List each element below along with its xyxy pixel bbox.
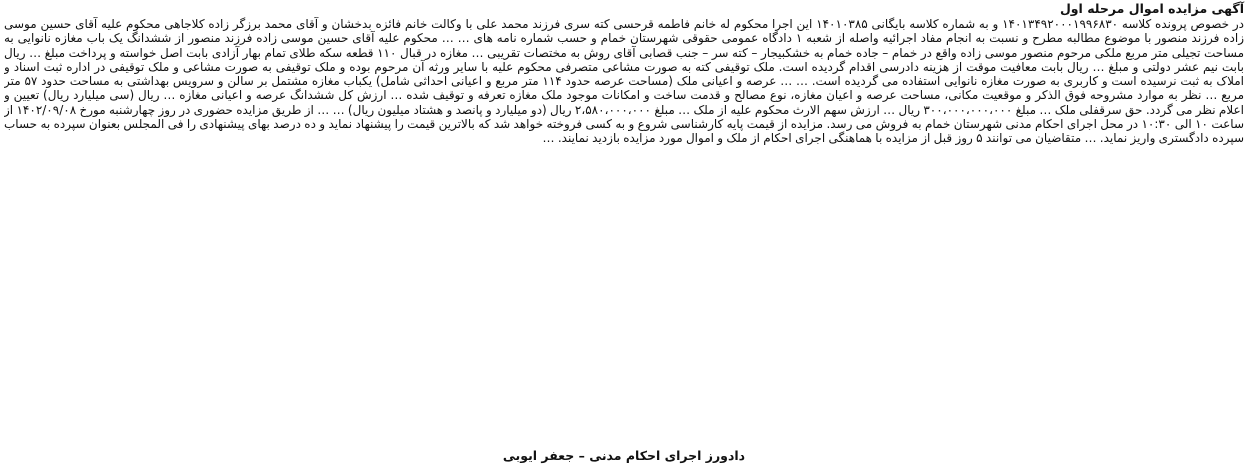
- notice-signature: دادورز اجرای احکام مدنی – جعفر ایوبی: [502, 448, 746, 463]
- notice-paragraph: در خصوص پرونده کلاسه ۱۴۰۱۳۴۹۲۰۰۰۱۹۹۶۸۳۰ و به شماره کلاسه بایگانی ۱۴۰۱۰۳۸۵ این اجرا محکوم له خانم فاطمه قرحسی کته سری فرزند محمد علی با وکالت خانم فائزه بدخشان و آقای محمد برزگر زاده کلاجاهی محکوم علیه آقای حسین موسی زاده فرزند منصور با موضوع مطالبه مطرح و نسبت به انجام مفاد اجرائیه واصله از شعبه ۱ دادگاه عمومی حقوقی شهرستان خمام و حسب شماره نامه های …: [4, 17, 1244, 46]
- notice-paragraph: … عرصه و اعیانی ملک (مساحت عرصه حدود ۱۱۴ متر مربع و اعیانی احداثی شامل) یکباب مغازه مشتمل بر سالن و سرویس بهداشتی به مساحت حدود ۵۷ متر مربع … نظر به موارد مشروحه فوق الذکر و موقعیت مکانی، مساحت عرصه و اعیان مغازه، نوع مصالح و قدمت ساخت و امکانات موجود ملک مغازه تعرفه و توقیف شده … ارزش کل ششدانگ عرصه و اعیانی مغازه … ریال (سی میلیارد ریال) تعیین و اعلام نظر می گردد. حق سرقفلی ملک … مبلغ ۳۰۰،۰۰۰،۰۰۰،۰۰۰ ریال … ارزش سهم الارث محکوم علیه از ملک … مبلغ ۲،۵۸۰،۰۰۰،۰۰۰ ریال (دو میلیارد و پانصد و هشتاد میلیون ریال) …: [4, 74, 1244, 117]
- notice-paragraph: … از طریق مزایده حضوری در روز چهارشنبه مورخ ۱۴۰۲/۰۹/۰۸ از ساعت ۱۰ الی ۱۰:۳۰ در محل اجرای احکام مدنی شهرستان خمام به فروش می رسد. مزایده از قیمت پایه کارشناسی شروع و به کسی فروخته خواهد شد که بالاترین قیمت را پیشنهاد نماید و ده درصد بهای پیشنهادی را فی المجلس بعنوان سپرده به حساب سپرده دادگستری واریز نماید. … متقاضیان می توانند ۵ روز قبل از مزایده با هماهنگی اجرای احکام از ملک و اموال مورد مزایده بازدید نمایند. …: [4, 102, 1244, 146]
- notice-title: آگهی مزایده اموال مرحله اول: [1059, 1, 1244, 16]
- notice-paragraph: … محکوم علیه آقای حسین موسی زاده فرزند منصور از ششدانگ یک باب مغازه نانوایی به مساحت تجیلی متر مربع ملکی مرحوم منصور موسی زاده واقع در خمام – جاده خمام به خشکبیجار – کته سر – جنب قصابی آقای روش به مختصات تقریبی … مغازه در قبال ۱۱۰ قطعه سکه طلای تمام بهار آزادی بابت اصل خواسته و پرداخت مبلغ … ریال بابت نیم عشر دولتی و مبلغ … ریال بابت معافیت موقت از هزینه دادرسی اقدام گردیده است. ملک توقیفی کته به صورت مشاعی متصرفی محکوم علیه با سایر ورثه آن مرحوم بوده و ملک توقیفی به صورت مشاعی و ملک توقیفی در اداره ثبت اسناد و املاک به ثبت نرسیده است و کاربری به صورت مغازه نانوایی استفاده می گردیده است. …: [4, 31, 1244, 89]
- notice-body: [4, 17, 1244, 437]
